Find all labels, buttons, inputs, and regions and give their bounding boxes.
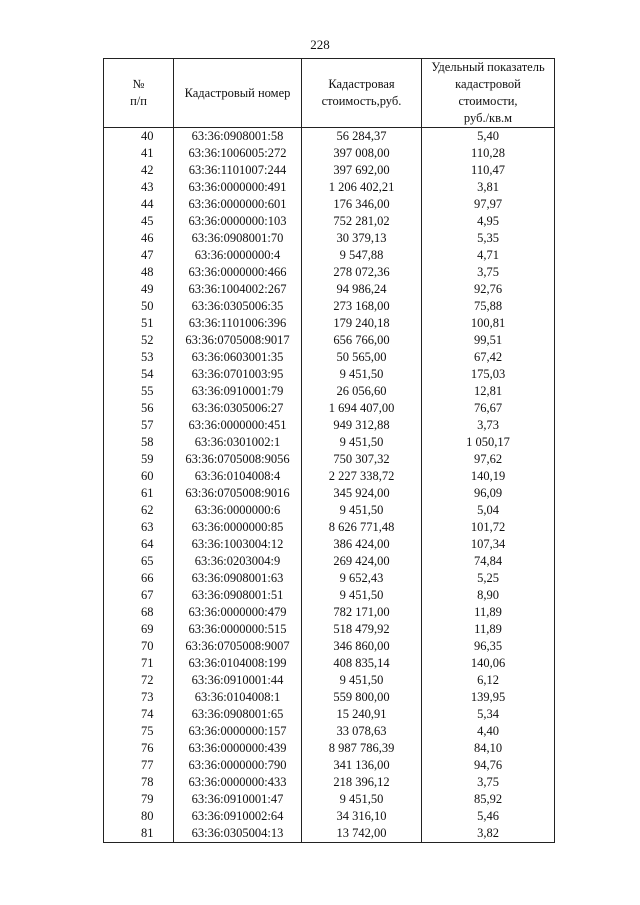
specific-indicator-cell: 84,10 <box>422 740 555 757</box>
table-row <box>104 196 555 213</box>
cadastral-number-cell: 63:36:0000000:479 <box>174 604 302 621</box>
table-row <box>104 570 555 587</box>
table-row <box>104 281 555 298</box>
cadastral-value-cell: 8 626 771,48 <box>302 519 422 536</box>
row-number-cell: 73 <box>104 689 174 706</box>
cadastral-value-cell: 386 424,00 <box>302 536 422 553</box>
cadastral-number-cell: 63:36:0705008:9056 <box>174 451 302 468</box>
row-number-cell: 59 <box>104 451 174 468</box>
table-row <box>104 825 555 843</box>
row-number-cell: 63 <box>104 519 174 536</box>
row-number-cell: 54 <box>104 366 174 383</box>
cadastral-number-cell: 63:36:0000000:157 <box>174 723 302 740</box>
cadastral-value-cell: 2 227 338,72 <box>302 468 422 485</box>
specific-indicator-cell: 110,28 <box>422 145 555 162</box>
table-row <box>104 757 555 774</box>
row-number-cell: 40 <box>104 128 174 146</box>
table-body <box>104 128 555 843</box>
row-number-cell: 69 <box>104 621 174 638</box>
table-row <box>104 213 555 230</box>
cadastral-value-cell: 34 316,10 <box>302 808 422 825</box>
cadastral-number-cell: 63:36:0910001:47 <box>174 791 302 808</box>
header-number <box>104 59 174 128</box>
table-row <box>104 536 555 553</box>
table-row <box>104 162 555 179</box>
cadastral-value-cell: 278 072,36 <box>302 264 422 281</box>
cadastral-value-cell: 782 171,00 <box>302 604 422 621</box>
table-row <box>104 587 555 604</box>
cadastral-value-cell: 218 396,12 <box>302 774 422 791</box>
cadastral-number-cell: 63:36:0305004:13 <box>174 825 302 843</box>
cadastral-value-cell: 30 379,13 <box>302 230 422 247</box>
row-number-cell: 52 <box>104 332 174 349</box>
cadastral-number-cell: 63:36:0000000:466 <box>174 264 302 281</box>
cadastral-value-cell: 13 742,00 <box>302 825 422 843</box>
table-row <box>104 400 555 417</box>
row-number-cell: 51 <box>104 315 174 332</box>
cadastral-number-cell: 63:36:0203004:9 <box>174 553 302 570</box>
row-number-cell: 60 <box>104 468 174 485</box>
header-indicator-line4: руб./кв.м <box>463 111 513 125</box>
specific-indicator-cell: 75,88 <box>422 298 555 315</box>
table-row <box>104 808 555 825</box>
specific-indicator-cell: 5,04 <box>422 502 555 519</box>
specific-indicator-cell: 175,03 <box>422 366 555 383</box>
cadastral-value-cell: 15 240,91 <box>302 706 422 723</box>
specific-indicator-cell: 3,82 <box>422 825 555 843</box>
specific-indicator-cell: 110,47 <box>422 162 555 179</box>
table-row <box>104 502 555 519</box>
specific-indicator-cell: 85,92 <box>422 791 555 808</box>
cadastral-number-cell: 63:36:0000000:433 <box>174 774 302 791</box>
header-value-line2b: руб. <box>379 94 402 108</box>
row-number-cell: 49 <box>104 281 174 298</box>
cadastral-value-cell: 518 479,92 <box>302 621 422 638</box>
cadastral-number-cell: 63:36:0701003:95 <box>174 366 302 383</box>
table-row <box>104 230 555 247</box>
specific-indicator-cell: 3,75 <box>422 264 555 281</box>
header-indicator-line3: стоимости, <box>458 94 518 108</box>
cadastral-number-cell: 63:36:0908001:51 <box>174 587 302 604</box>
row-number-cell: 78 <box>104 774 174 791</box>
cadastral-value-cell: 50 565,00 <box>302 349 422 366</box>
row-number-cell: 81 <box>104 825 174 843</box>
row-number-cell: 56 <box>104 400 174 417</box>
header-number-line1: № <box>132 77 145 91</box>
header-indicator-line1: Удельный показатель <box>431 60 545 74</box>
header-value-line2a: стоимость, <box>321 94 380 108</box>
table-row <box>104 519 555 536</box>
cadastral-number-cell: 63:36:0908001:63 <box>174 570 302 587</box>
table-row <box>104 145 555 162</box>
table-row <box>104 468 555 485</box>
row-number-cell: 55 <box>104 383 174 400</box>
cadastral-value-cell: 9 451,50 <box>302 366 422 383</box>
cadastral-number-cell: 63:36:0000000:790 <box>174 757 302 774</box>
cadastral-value-cell: 397 692,00 <box>302 162 422 179</box>
row-number-cell: 48 <box>104 264 174 281</box>
cadastral-value-cell: 176 346,00 <box>302 196 422 213</box>
cadastral-number-cell: 63:36:1101006:396 <box>174 315 302 332</box>
header-cadastral-number: Кадастровый номер <box>174 59 302 128</box>
cadastral-value-cell: 56 284,37 <box>302 128 422 146</box>
specific-indicator-cell: 5,46 <box>422 808 555 825</box>
cadastral-number-cell: 63:36:1006005:272 <box>174 145 302 162</box>
cadastral-number-cell: 63:36:0000000:6 <box>174 502 302 519</box>
specific-indicator-cell: 107,34 <box>422 536 555 553</box>
cadastral-number-cell: 63:36:0908001:70 <box>174 230 302 247</box>
table-row <box>104 315 555 332</box>
row-number-cell: 77 <box>104 757 174 774</box>
cadastral-value-cell: 9 451,50 <box>302 434 422 451</box>
cadastral-value-cell: 94 986,24 <box>302 281 422 298</box>
cadastral-value-cell: 273 168,00 <box>302 298 422 315</box>
row-number-cell: 62 <box>104 502 174 519</box>
table-row <box>104 774 555 791</box>
header-indicator-line2: кадастровой <box>455 77 521 91</box>
specific-indicator-cell: 12,81 <box>422 383 555 400</box>
cadastral-value-cell: 179 240,18 <box>302 315 422 332</box>
specific-indicator-cell: 94,76 <box>422 757 555 774</box>
cadastral-number-cell: 63:36:0910002:64 <box>174 808 302 825</box>
cadastral-number-cell: 63:36:0000000:515 <box>174 621 302 638</box>
cadastral-number-cell: 63:36:0104008:199 <box>174 655 302 672</box>
cadastral-number-cell: 63:36:0000000:491 <box>174 179 302 196</box>
cadastral-value-cell: 8 987 786,39 <box>302 740 422 757</box>
table-row <box>104 706 555 723</box>
specific-indicator-cell: 5,34 <box>422 706 555 723</box>
cadastral-value-cell: 656 766,00 <box>302 332 422 349</box>
row-number-cell: 71 <box>104 655 174 672</box>
specific-indicator-cell: 97,62 <box>422 451 555 468</box>
table-row <box>104 434 555 451</box>
cadastral-number-cell: 63:36:0104008:4 <box>174 468 302 485</box>
specific-indicator-cell: 3,73 <box>422 417 555 434</box>
cadastral-number-cell: 63:36:0104008:1 <box>174 689 302 706</box>
cadastral-number-cell: 63:36:0000000:4 <box>174 247 302 264</box>
cadastral-number-cell: 63:36:0910001:79 <box>174 383 302 400</box>
cadastral-number-cell: 63:36:1004002:267 <box>174 281 302 298</box>
specific-indicator-cell: 5,40 <box>422 128 555 146</box>
specific-indicator-cell: 5,35 <box>422 230 555 247</box>
cadastral-value-cell: 559 800,00 <box>302 689 422 706</box>
table-row <box>104 672 555 689</box>
table-row <box>104 349 555 366</box>
row-number-cell: 53 <box>104 349 174 366</box>
specific-indicator-cell: 6,12 <box>422 672 555 689</box>
specific-indicator-cell: 67,42 <box>422 349 555 366</box>
specific-indicator-cell: 92,76 <box>422 281 555 298</box>
specific-indicator-cell: 140,06 <box>422 655 555 672</box>
specific-indicator-cell: 5,25 <box>422 570 555 587</box>
table-row <box>104 553 555 570</box>
cadastral-value-cell: 1 206 402,21 <box>302 179 422 196</box>
cadastral-value-cell: 9 451,50 <box>302 672 422 689</box>
row-number-cell: 79 <box>104 791 174 808</box>
cadastral-table <box>103 58 555 843</box>
table-row <box>104 621 555 638</box>
header-specific-indicator <box>422 59 555 128</box>
table-row <box>104 383 555 400</box>
cadastral-number-cell: 63:36:0908001:65 <box>174 706 302 723</box>
specific-indicator-cell: 74,84 <box>422 553 555 570</box>
cadastral-value-cell: 269 424,00 <box>302 553 422 570</box>
cadastral-number-cell: 63:36:0908001:58 <box>174 128 302 146</box>
cadastral-value-cell: 750 307,32 <box>302 451 422 468</box>
table-row <box>104 791 555 808</box>
cadastral-value-cell: 346 860,00 <box>302 638 422 655</box>
specific-indicator-cell: 76,67 <box>422 400 555 417</box>
specific-indicator-cell: 4,40 <box>422 723 555 740</box>
table-row <box>104 638 555 655</box>
cadastral-value-cell: 9 451,50 <box>302 502 422 519</box>
cadastral-number-cell: 63:36:0301002:1 <box>174 434 302 451</box>
specific-indicator-cell: 4,95 <box>422 213 555 230</box>
table-row <box>104 723 555 740</box>
cadastral-number-cell: 63:36:0705008:9017 <box>174 332 302 349</box>
row-number-cell: 50 <box>104 298 174 315</box>
row-number-cell: 66 <box>104 570 174 587</box>
cadastral-number-cell: 63:36:0000000:85 <box>174 519 302 536</box>
page-number: 228 <box>310 37 330 52</box>
cadastral-number-cell: 63:36:1003004:12 <box>174 536 302 553</box>
table-row <box>104 689 555 706</box>
row-number-cell: 43 <box>104 179 174 196</box>
row-number-cell: 65 <box>104 553 174 570</box>
cadastral-number-cell: 63:36:0000000:439 <box>174 740 302 757</box>
table-row <box>104 740 555 757</box>
cadastral-number-cell: 63:36:0000000:103 <box>174 213 302 230</box>
specific-indicator-cell: 99,51 <box>422 332 555 349</box>
row-number-cell: 74 <box>104 706 174 723</box>
row-number-cell: 41 <box>104 145 174 162</box>
row-number-cell: 46 <box>104 230 174 247</box>
specific-indicator-cell: 139,95 <box>422 689 555 706</box>
cadastral-value-cell: 345 924,00 <box>302 485 422 502</box>
table-header-row <box>104 59 555 128</box>
specific-indicator-cell: 11,89 <box>422 604 555 621</box>
row-number-cell: 64 <box>104 536 174 553</box>
specific-indicator-cell: 97,97 <box>422 196 555 213</box>
row-number-cell: 70 <box>104 638 174 655</box>
row-number-cell: 68 <box>104 604 174 621</box>
cadastral-number-cell: 63:36:0000000:451 <box>174 417 302 434</box>
specific-indicator-cell: 3,81 <box>422 179 555 196</box>
cadastral-number-cell: 63:36:0305006:27 <box>174 400 302 417</box>
cadastral-number-cell: 63:36:0705008:9016 <box>174 485 302 502</box>
cadastral-value-cell: 9 652,43 <box>302 570 422 587</box>
cadastral-value-cell: 397 008,00 <box>302 145 422 162</box>
specific-indicator-cell: 3,75 <box>422 774 555 791</box>
specific-indicator-cell: 4,71 <box>422 247 555 264</box>
cadastral-number-cell: 63:36:0305006:35 <box>174 298 302 315</box>
row-number-cell: 67 <box>104 587 174 604</box>
row-number-cell: 44 <box>104 196 174 213</box>
table-row <box>104 128 555 146</box>
table-row <box>104 485 555 502</box>
cadastral-value-cell: 1 694 407,00 <box>302 400 422 417</box>
specific-indicator-cell: 8,90 <box>422 587 555 604</box>
cadastral-value-cell: 9 547,88 <box>302 247 422 264</box>
header-value-line1: Кадастровая <box>328 77 395 91</box>
row-number-cell: 45 <box>104 213 174 230</box>
specific-indicator-cell: 101,72 <box>422 519 555 536</box>
cadastral-value-cell: 9 451,50 <box>302 587 422 604</box>
cadastral-value-cell: 341 136,00 <box>302 757 422 774</box>
table-row <box>104 298 555 315</box>
header-cadastral-value <box>302 59 422 128</box>
table-row <box>104 366 555 383</box>
row-number-cell: 76 <box>104 740 174 757</box>
table-row <box>104 179 555 196</box>
table-row <box>104 264 555 281</box>
header-number-line2: п/п <box>130 94 147 108</box>
row-number-cell: 42 <box>104 162 174 179</box>
specific-indicator-cell: 140,19 <box>422 468 555 485</box>
table-row <box>104 417 555 434</box>
row-number-cell: 61 <box>104 485 174 502</box>
cadastral-number-cell: 63:36:0910001:44 <box>174 672 302 689</box>
cadastral-value-cell: 33 078,63 <box>302 723 422 740</box>
row-number-cell: 58 <box>104 434 174 451</box>
row-number-cell: 80 <box>104 808 174 825</box>
table-row <box>104 247 555 264</box>
cadastral-number-cell: 63:36:0705008:9007 <box>174 638 302 655</box>
specific-indicator-cell: 96,09 <box>422 485 555 502</box>
cadastral-value-cell: 949 312,88 <box>302 417 422 434</box>
row-number-cell: 72 <box>104 672 174 689</box>
specific-indicator-cell: 100,81 <box>422 315 555 332</box>
cadastral-value-cell: 408 835,14 <box>302 655 422 672</box>
row-number-cell: 47 <box>104 247 174 264</box>
table-row <box>104 655 555 672</box>
specific-indicator-cell: 96,35 <box>422 638 555 655</box>
table-row <box>104 604 555 621</box>
table-row <box>104 332 555 349</box>
cadastral-number-cell: 63:36:0603001:35 <box>174 349 302 366</box>
table-row <box>104 451 555 468</box>
cadastral-number-cell: 63:36:1101007:244 <box>174 162 302 179</box>
cadastral-value-cell: 9 451,50 <box>302 791 422 808</box>
cadastral-value-cell: 26 056,60 <box>302 383 422 400</box>
row-number-cell: 57 <box>104 417 174 434</box>
cadastral-value-cell: 752 281,02 <box>302 213 422 230</box>
row-number-cell: 75 <box>104 723 174 740</box>
specific-indicator-cell: 1 050,17 <box>422 434 555 451</box>
specific-indicator-cell: 11,89 <box>422 621 555 638</box>
cadastral-number-cell: 63:36:0000000:601 <box>174 196 302 213</box>
